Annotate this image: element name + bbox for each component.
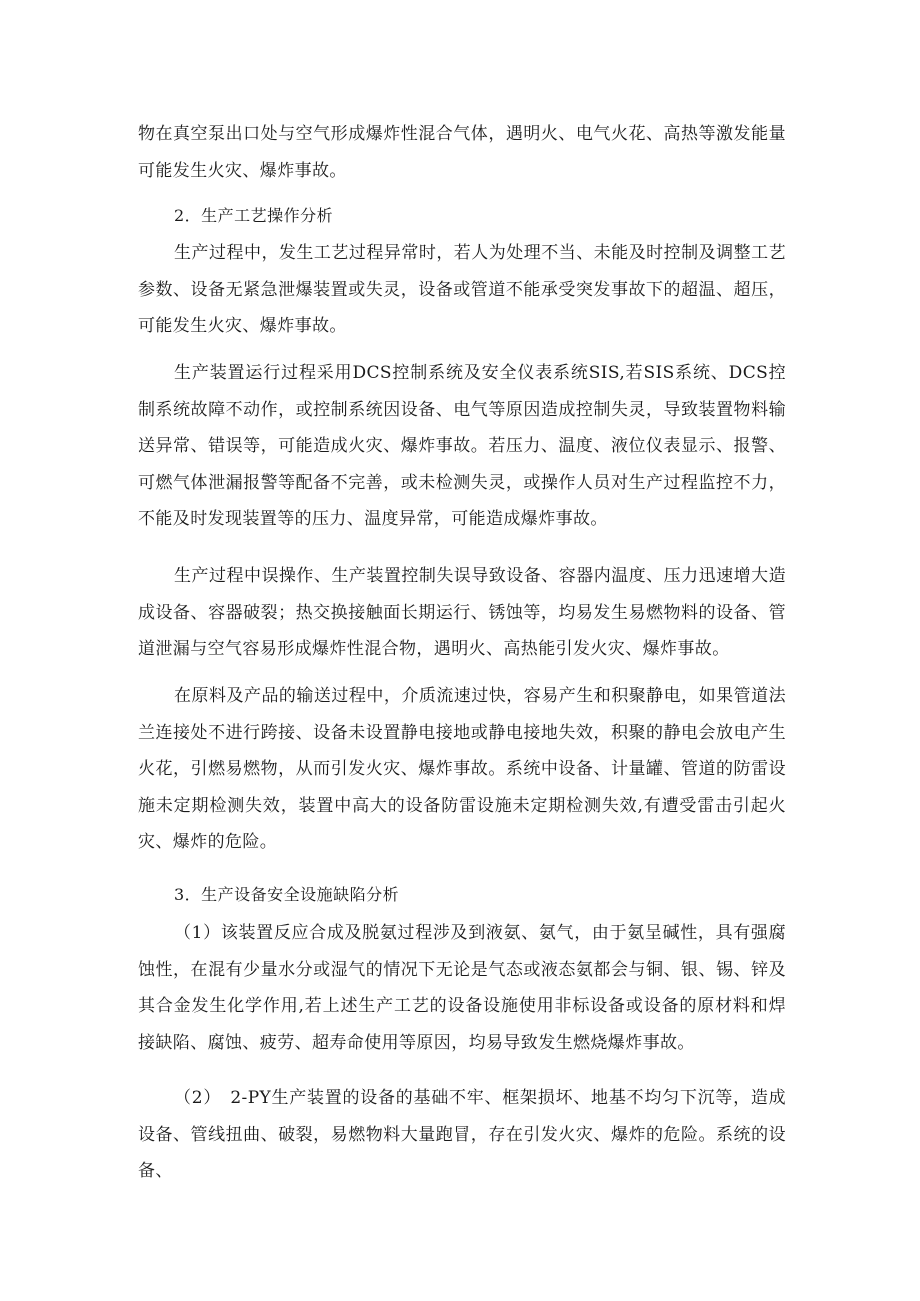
paragraph-vacuum-pump-hazard: 物在真空泵出口处与空气形成爆炸性混合气体，遇明火、电气火花、高热等激发能量可能发生火灾、爆炸事故。 <box>138 124 786 181</box>
paragraph-process-abnormal: 生产过程中，发生工艺过程异常时，若人为处理不当、未能及时控制及调整工艺参数、设备无紧急泄爆装置或失灵，设备或管道不能承受突发事故下的超温、超压，可能发生火灾、爆炸事故。 <box>138 243 786 336</box>
paragraph-ammonia-corrosion: （1）该装置反应合成及脱氨过程涉及到液氨、氨气，由于氨呈碱性，具有强腐蚀性，在混有少量水分或湿气的情况下无论是气态或液态氨都会与铜、银、锡、锌及其合金发生化学作用,若上述生产工艺的设备设施使用非标设备或设备的原材料和焊接缺陷、腐蚀、疲劳、超寿命使用等原因，均易导致发生燃烧爆炸事故。 <box>138 923 786 1053</box>
paragraph-static-lightning: 在原料及产品的输送过程中，介质流速过快，容易产生和积聚静电，如果管道法兰连接处不进行跨接、设备未设置静电接地或静电接地失效，积聚的静电会放电产生火花，引燃易燃物，从而引发火灾、爆炸事故。系统中设备、计量罐、管道的防雷设施未定期检测失效，装置中高大的设备防雷设施未定期检测失效,有遭受雷击引起火灾、爆炸的危险。 <box>138 686 786 852</box>
paragraph-misoperation: 生产过程中误操作、生产装置控制失误导致设备、容器内温度、压力迅速增大造成设备、容器破裂；热交换接触面长期运行、锈蚀等，均易发生易燃物料的设备、管道泄漏与空气容易形成爆炸性混合物，遇明火、高热能引发火灾、爆炸事故。 <box>138 566 786 659</box>
paragraph-dcs-sis-control: 生产装置运行过程采用DCS控制系统及安全仪表系统SIS,若SIS系统、DCS控制系统故障不动作，或控制系统因设备、电气等原因造成控制失灵，导致装置物料输送异常、错误等，可能造成火灾、爆炸事故。若压力、温度、液位仪表显示、报警、可燃气体泄漏报警等配备不完善，或未检测失灵，或操作人员对生产过程监控不力，不能及时发现装置等的压力、温度异常，可能造成爆炸事故。 <box>138 363 786 529</box>
section-heading-equipment-defects: 3．生产设备安全设施缺陷分析 <box>174 885 400 904</box>
paragraph-foundation-failure: （2） 2-PY生产装置的设备的基础不牢、框架损坏、地基不均匀下沉等，造成设备、管线扭曲、破裂，易燃物料大量跑冒，存在引发火灾、爆炸的危险。系统的设备、 <box>138 1088 786 1181</box>
section-heading-process-operation: 2．生产工艺操作分析 <box>174 206 334 225</box>
